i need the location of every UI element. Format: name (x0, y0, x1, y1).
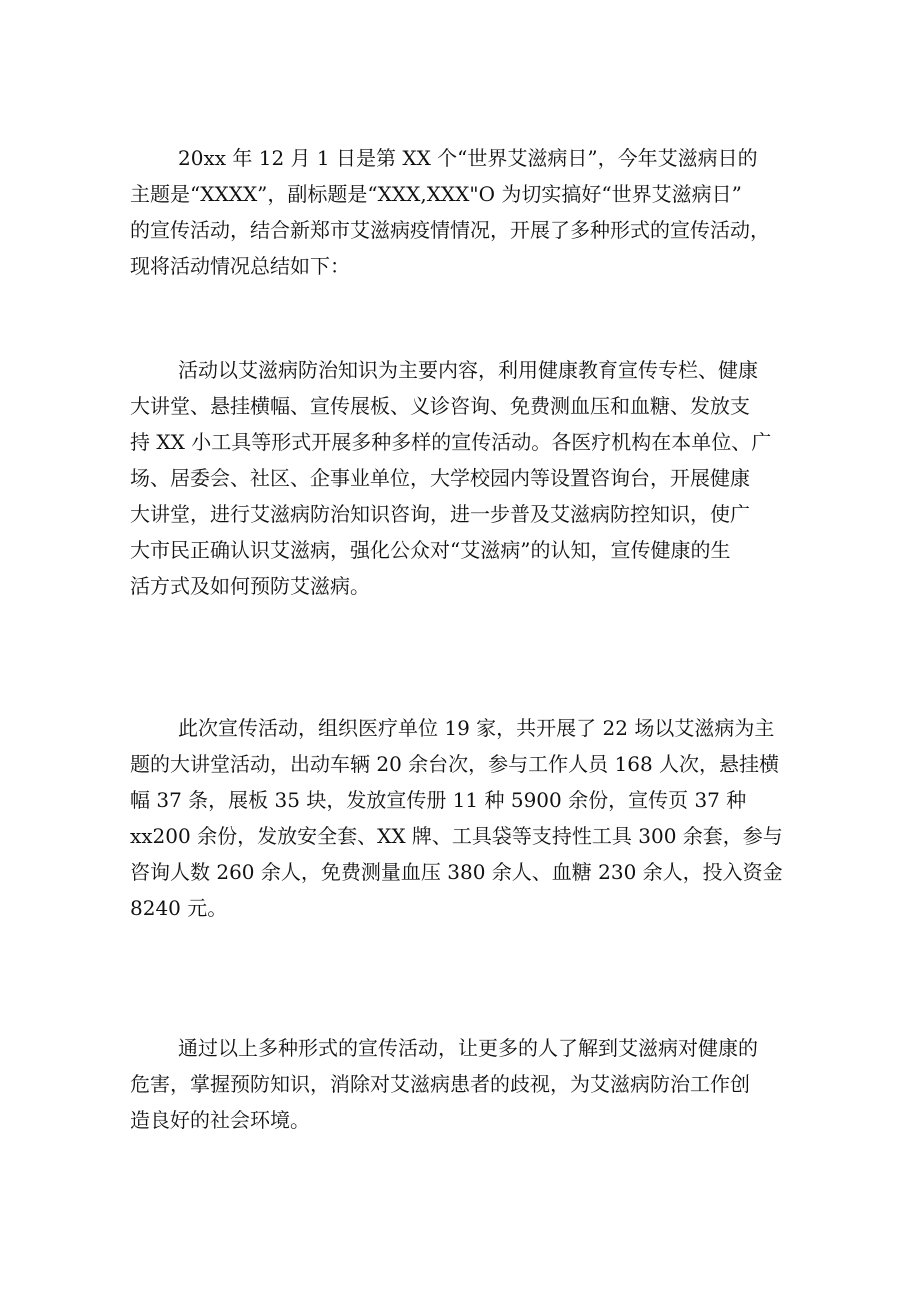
paragraph-line: 咨询人数 260 余人，免费测量血压 380 余人、血糖 230 余人，投入资金 (130, 860, 783, 884)
paragraph-intro (130, 140, 810, 284)
paragraph-line: 活方式及如何预防艾滋病。 (130, 574, 370, 598)
paragraph-line: 20xx 年 12 月 1 日是第 XX 个“世界艾滋病日”，今年艾滋病日的 (178, 146, 758, 170)
paragraph-line: 现将活动情况总结如下： (130, 254, 350, 278)
paragraph-line: 大讲堂，进行艾滋病防治知识咨询，进一步普及艾滋病防控知识，使广 (130, 502, 750, 526)
paragraph-line: 题的大讲堂活动，出动车辆 20 余台次，参与工作人员 168 人次，悬挂横 (130, 752, 780, 776)
paragraph-line: 活动以艾滋病防治知识为主要内容，利用健康教育宣传专栏、健康 (178, 358, 758, 382)
paragraph-line: 持 XX 小工具等形式开展多种多样的宣传活动。各医疗机构在本单位、广 (130, 430, 772, 454)
paragraph-line: 幅 37 条，展板 35 块，发放宣传册 11 种 5900 余份，宣传页 37 种 (130, 788, 747, 812)
paragraph-line: 造良好的社会环境。 (130, 1108, 310, 1132)
paragraph-line: xx200 余份，发放安全套、XX 牌、工具袋等支持性工具 300 余套，参与 (130, 824, 783, 848)
paragraph-line: 大市民正确认识艾滋病，强化公众对“艾滋病”的认知，宣传健康的生 (130, 538, 731, 562)
paragraph-line: 主题是“XXXX”，副标题是“XXX,XXX"O 为切实搞好“世界艾滋病日” (130, 182, 742, 206)
paragraph-line: 的宣传活动，结合新郑市艾滋病疫情情况，开展了多种形式的宣传活动， (130, 218, 770, 242)
paragraph-line: 大讲堂、悬挂横幅、宣传展板、义诊咨询、免费测血压和血糖、发放支 (130, 394, 750, 418)
paragraph-line: 通过以上多种形式的宣传活动，让更多的人了解到艾滋病对健康的 (178, 1036, 758, 1060)
paragraph-line: 8240 元。 (130, 896, 228, 920)
paragraph-statistics (130, 710, 810, 926)
paragraph-conclusion (130, 1030, 810, 1138)
paragraph-activities (130, 352, 810, 604)
paragraph-line: 危害，掌握预防知识，消除对艾滋病患者的歧视，为艾滋病防治工作创 (130, 1072, 750, 1096)
paragraph-line: 场、居委会、社区、企事业单位，大学校园内等设置咨询台，开展健康 (130, 466, 750, 490)
paragraph-line: 此次宣传活动，组织医疗单位 19 家，共开展了 22 场以艾滋病为主 (178, 716, 775, 740)
